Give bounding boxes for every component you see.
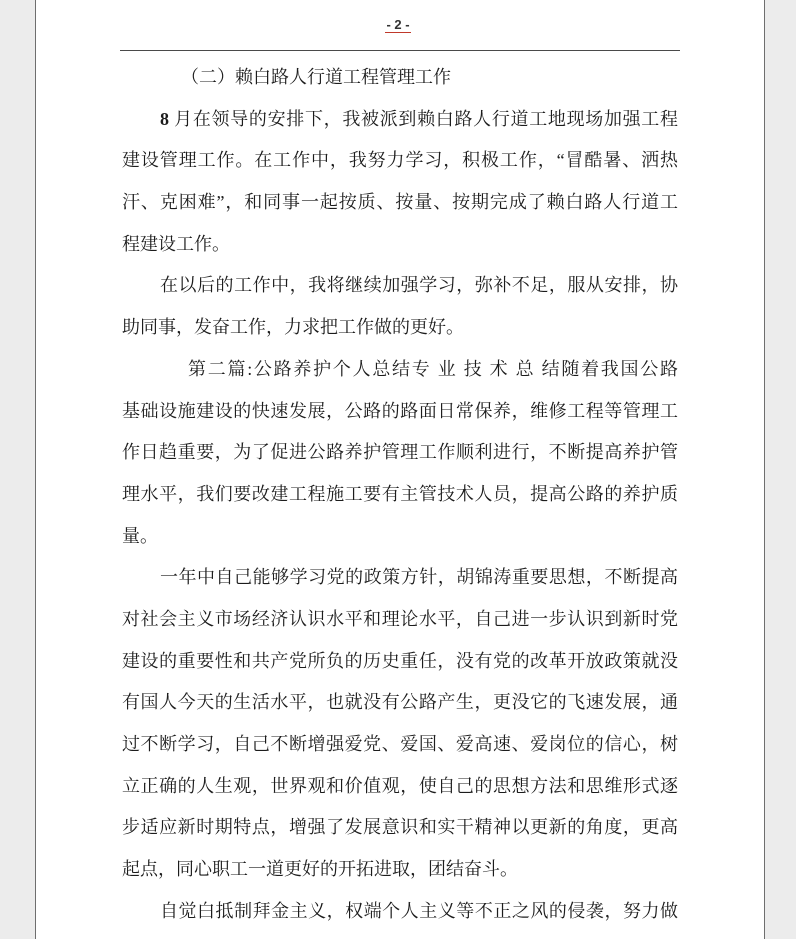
paragraph-line-text: 月在领导的安排下，我被派到赖白路人行道工地现场加强工程 <box>169 108 678 129</box>
paragraph-line: 建设管理工作。在工作中，我努力学习，积极工作，“冒酷暑、洒热 <box>122 150 678 171</box>
paragraph-line: 立正确的人生观，世界观和价值观，使自己的思想方法和思维形式逐 <box>122 775 678 796</box>
document-body <box>122 57 678 932</box>
paragraph-line: 步适应新时期特点，增强了发展意识和实干精神以更新的角度，更高 <box>122 817 678 838</box>
paragraph-line: 一年中自己能够学习党的政策方针，胡锦涛重要思想，不断提高 <box>160 567 678 588</box>
paragraph-line: 第二篇:公路养护个人总结专 业 技 术 总 结随着我国公路 <box>188 358 678 379</box>
paragraph <box>122 265 678 348</box>
header-rule <box>120 50 680 51</box>
paragraph-line: 程建设工作。 <box>122 233 230 254</box>
page-number-text: - 2 - <box>386 17 410 32</box>
paragraph <box>122 99 678 266</box>
paragraph-line: 助同事，发奋工作，力求把工作做的更好。 <box>122 317 464 338</box>
page-number <box>0 17 796 32</box>
paragraph-line: 作日趋重要，为了促进公路养护管理工作顺利进行，不断提高养护管 <box>122 442 678 463</box>
paragraph-line: 基础设施建设的快速发展，公路的路面日常保养，维修工程等管理工 <box>122 400 678 421</box>
paragraph-line: 有国人今天的生活水平，也就没有公路产生，更没它的飞速发展，通 <box>122 692 678 713</box>
paragraph-line: 起点，同心职工一道更好的开拓进取，团结奋斗。 <box>122 859 518 880</box>
paragraph <box>122 349 678 557</box>
paragraph-line: 理水平，我们要改建工程施工要有主管技术人员，提高公路的养护质 <box>122 483 678 504</box>
paragraph-lead-number: 8 <box>160 108 169 129</box>
paragraph <box>122 891 678 933</box>
paragraph-line: 对社会主义市场经济认识水平和理论水平，自己进一步认识到新时党 <box>122 608 678 629</box>
paragraph-line: 量。 <box>122 525 158 546</box>
paragraph-line <box>122 99 678 141</box>
paragraph-line: 自觉白抵制拜金主义，权端个人主义等不正之风的侵袭，努力做 <box>160 900 678 921</box>
paragraph <box>122 557 678 891</box>
paragraph-line: 过不断学习，自己不断增强爱党、爱国、爱高速、爱岗位的信心，树 <box>122 734 678 754</box>
paragraph-line: 在以后的工作中，我将继续加强学习，弥补不足，服从安排，协 <box>160 275 678 296</box>
paragraph-line: 汗、克困难”，和同事一起按质、按量、按期完成了赖白路人行道工 <box>122 192 678 213</box>
section-heading: （二）赖白路人行道工程管理工作 <box>181 67 451 87</box>
paragraph-line: 建设的重要性和共产党所负的历史重任，没有党的改革开放政策就没 <box>122 650 678 671</box>
